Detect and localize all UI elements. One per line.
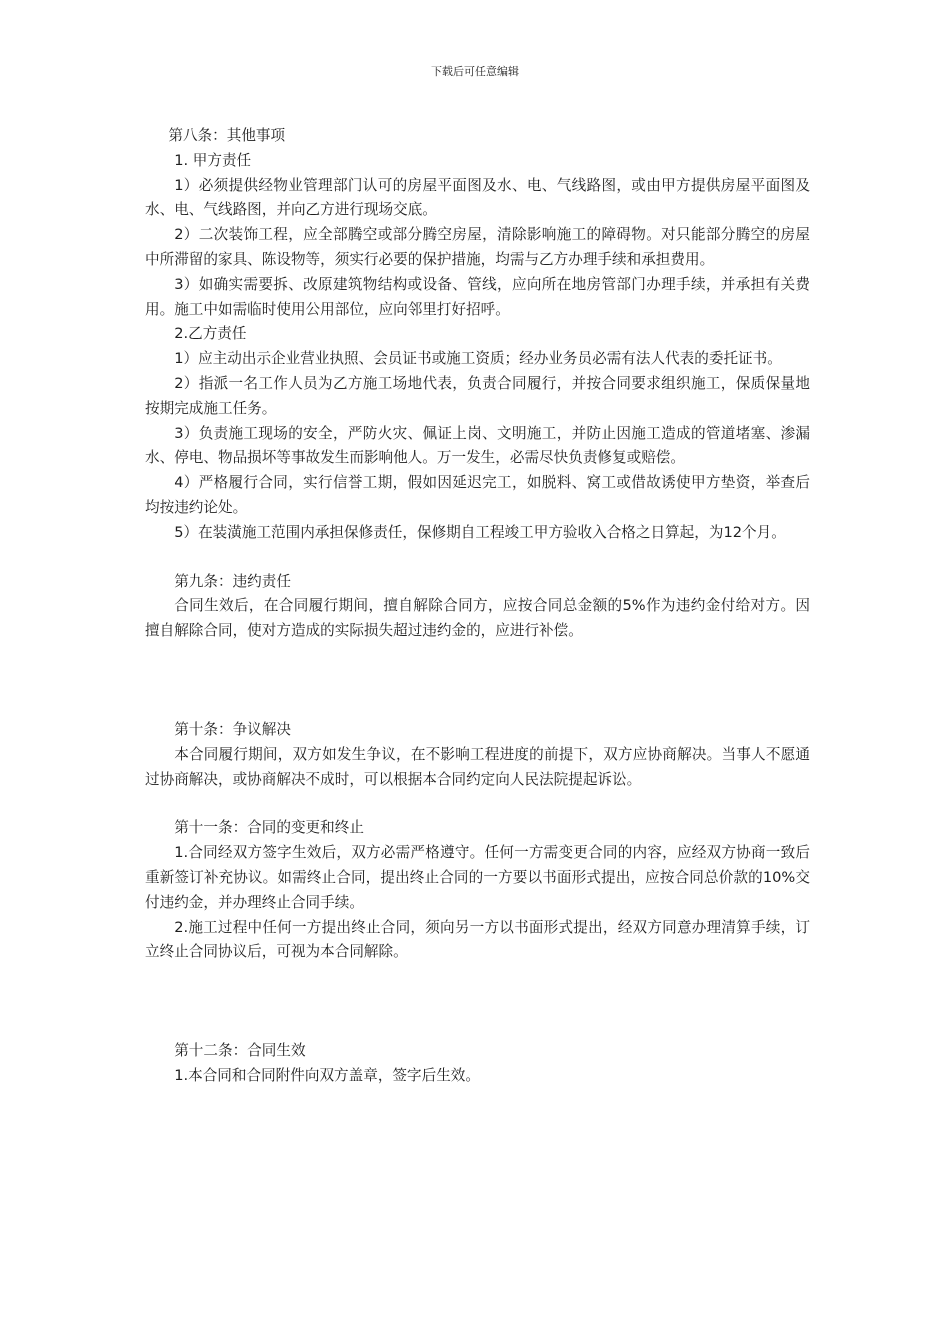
article-9-title: 第九条：违约责任	[174, 572, 291, 590]
article-11-title: 第十一条：合同的变更和终止	[174, 819, 364, 837]
article-10-title: 第十条：争议解决	[174, 720, 291, 738]
article-9	[145, 570, 810, 644]
party-a-item: 2）二次装饰工程，应全部腾空或部分腾空房屋，清除影响施工的障碍物。对只能部分腾空的房屋中所滞留的家具、陈设物等，须实行必要的保护措施，均需与乙方办理手续和承担费用。	[145, 226, 810, 268]
page-header-note: 下载后可任意编辑	[431, 65, 519, 78]
party-b-item: 2）指派一名工作人员为乙方施工场地代表，负责合同履行，并按合同要求组织施工，保质保量地按期完成施工任务。	[145, 374, 810, 417]
party-a-item: 3）如确实需要拆、改原建筑物结构或设备、管线，应向所在地房管部门办理手续，并承担有关费用。施工中如需临时使用公用部位，应向邻里打好招呼。	[145, 275, 810, 318]
party-b-heading: 2.乙方责任	[174, 325, 247, 343]
spacer	[145, 965, 810, 1039]
article-12-title: 第十二条：合同生效	[174, 1042, 306, 1060]
article-12	[145, 1039, 810, 1089]
party-b-item: 4）严格履行合同，实行信誉工期，假如因延迟完工，如脱料、窝工或借故诱使甲方垫资，举查后均按违约论处。	[145, 474, 810, 516]
party-b-item: 1）应主动出示企业营业执照、会员证书或施工资质；经办业务员必需有法人代表的委托证书。	[174, 350, 782, 368]
spacer	[145, 792, 810, 816]
spacer	[145, 644, 810, 718]
party-a-heading: 1. 甲方责任	[174, 151, 252, 169]
article-11-item: 1.合同经双方签字生效后，双方必需严格遵守。任何一方需变更合同的内容，应经双方协商一致后重新签订补充协议。如需终止合同，提出终止合同的一方要以书面形式提出，应按合同总价款的10%交付违约金，并办理终止合同手续。	[145, 844, 810, 911]
party-b-item: 3）负责施工现场的安全，严防火灾、佩证上岗、文明施工，并防止因施工造成的管道堵塞、渗漏水、停电、物品损坏等事故发生而影响他人。万一发生，必需尽快负责修复或赔偿。	[145, 424, 810, 467]
article-10-body: 本合同履行期间，双方如发生争议，在不影响工程进度的前提下，双方应协商解决。当事人不愿通过协商解决，或协商解决不成时，可以根据本合同约定向人民法院提起诉讼。	[145, 745, 810, 788]
article-12-item: 1.本合同和合同附件向双方盖章，签字后生效。	[174, 1066, 480, 1084]
contract-body	[145, 124, 810, 1089]
article-11-item: 2.施工过程中任何一方提出终止合同，须向另一方以书面形式提出，经双方同意办理清算手续，订立终止合同协议后，可视为本合同解除。	[145, 918, 810, 961]
article-11	[145, 816, 810, 965]
spacer	[145, 546, 810, 570]
article-9-body: 合同生效后，在合同履行期间，擅自解除合同方，应按合同总金额的5%作为违约金付给对方。因擅自解除合同，使对方造成的实际损失超过违约金的，应进行补偿。	[145, 597, 810, 640]
article-10	[145, 718, 810, 792]
party-b-item: 5）在装潢施工范围内承担保修责任，保修期自工程竣工甲方验收入合格之日算起，为12个月。	[174, 523, 786, 541]
article-8-title: 第八条：其他事项	[168, 127, 286, 144]
article-8	[145, 124, 810, 546]
party-a-item: 1）必须提供经物业管理部门认可的房屋平面图及水、电、气线路图，或由甲方提供房屋平面图及水、电、气线路图，并向乙方进行现场交底。	[145, 176, 810, 219]
